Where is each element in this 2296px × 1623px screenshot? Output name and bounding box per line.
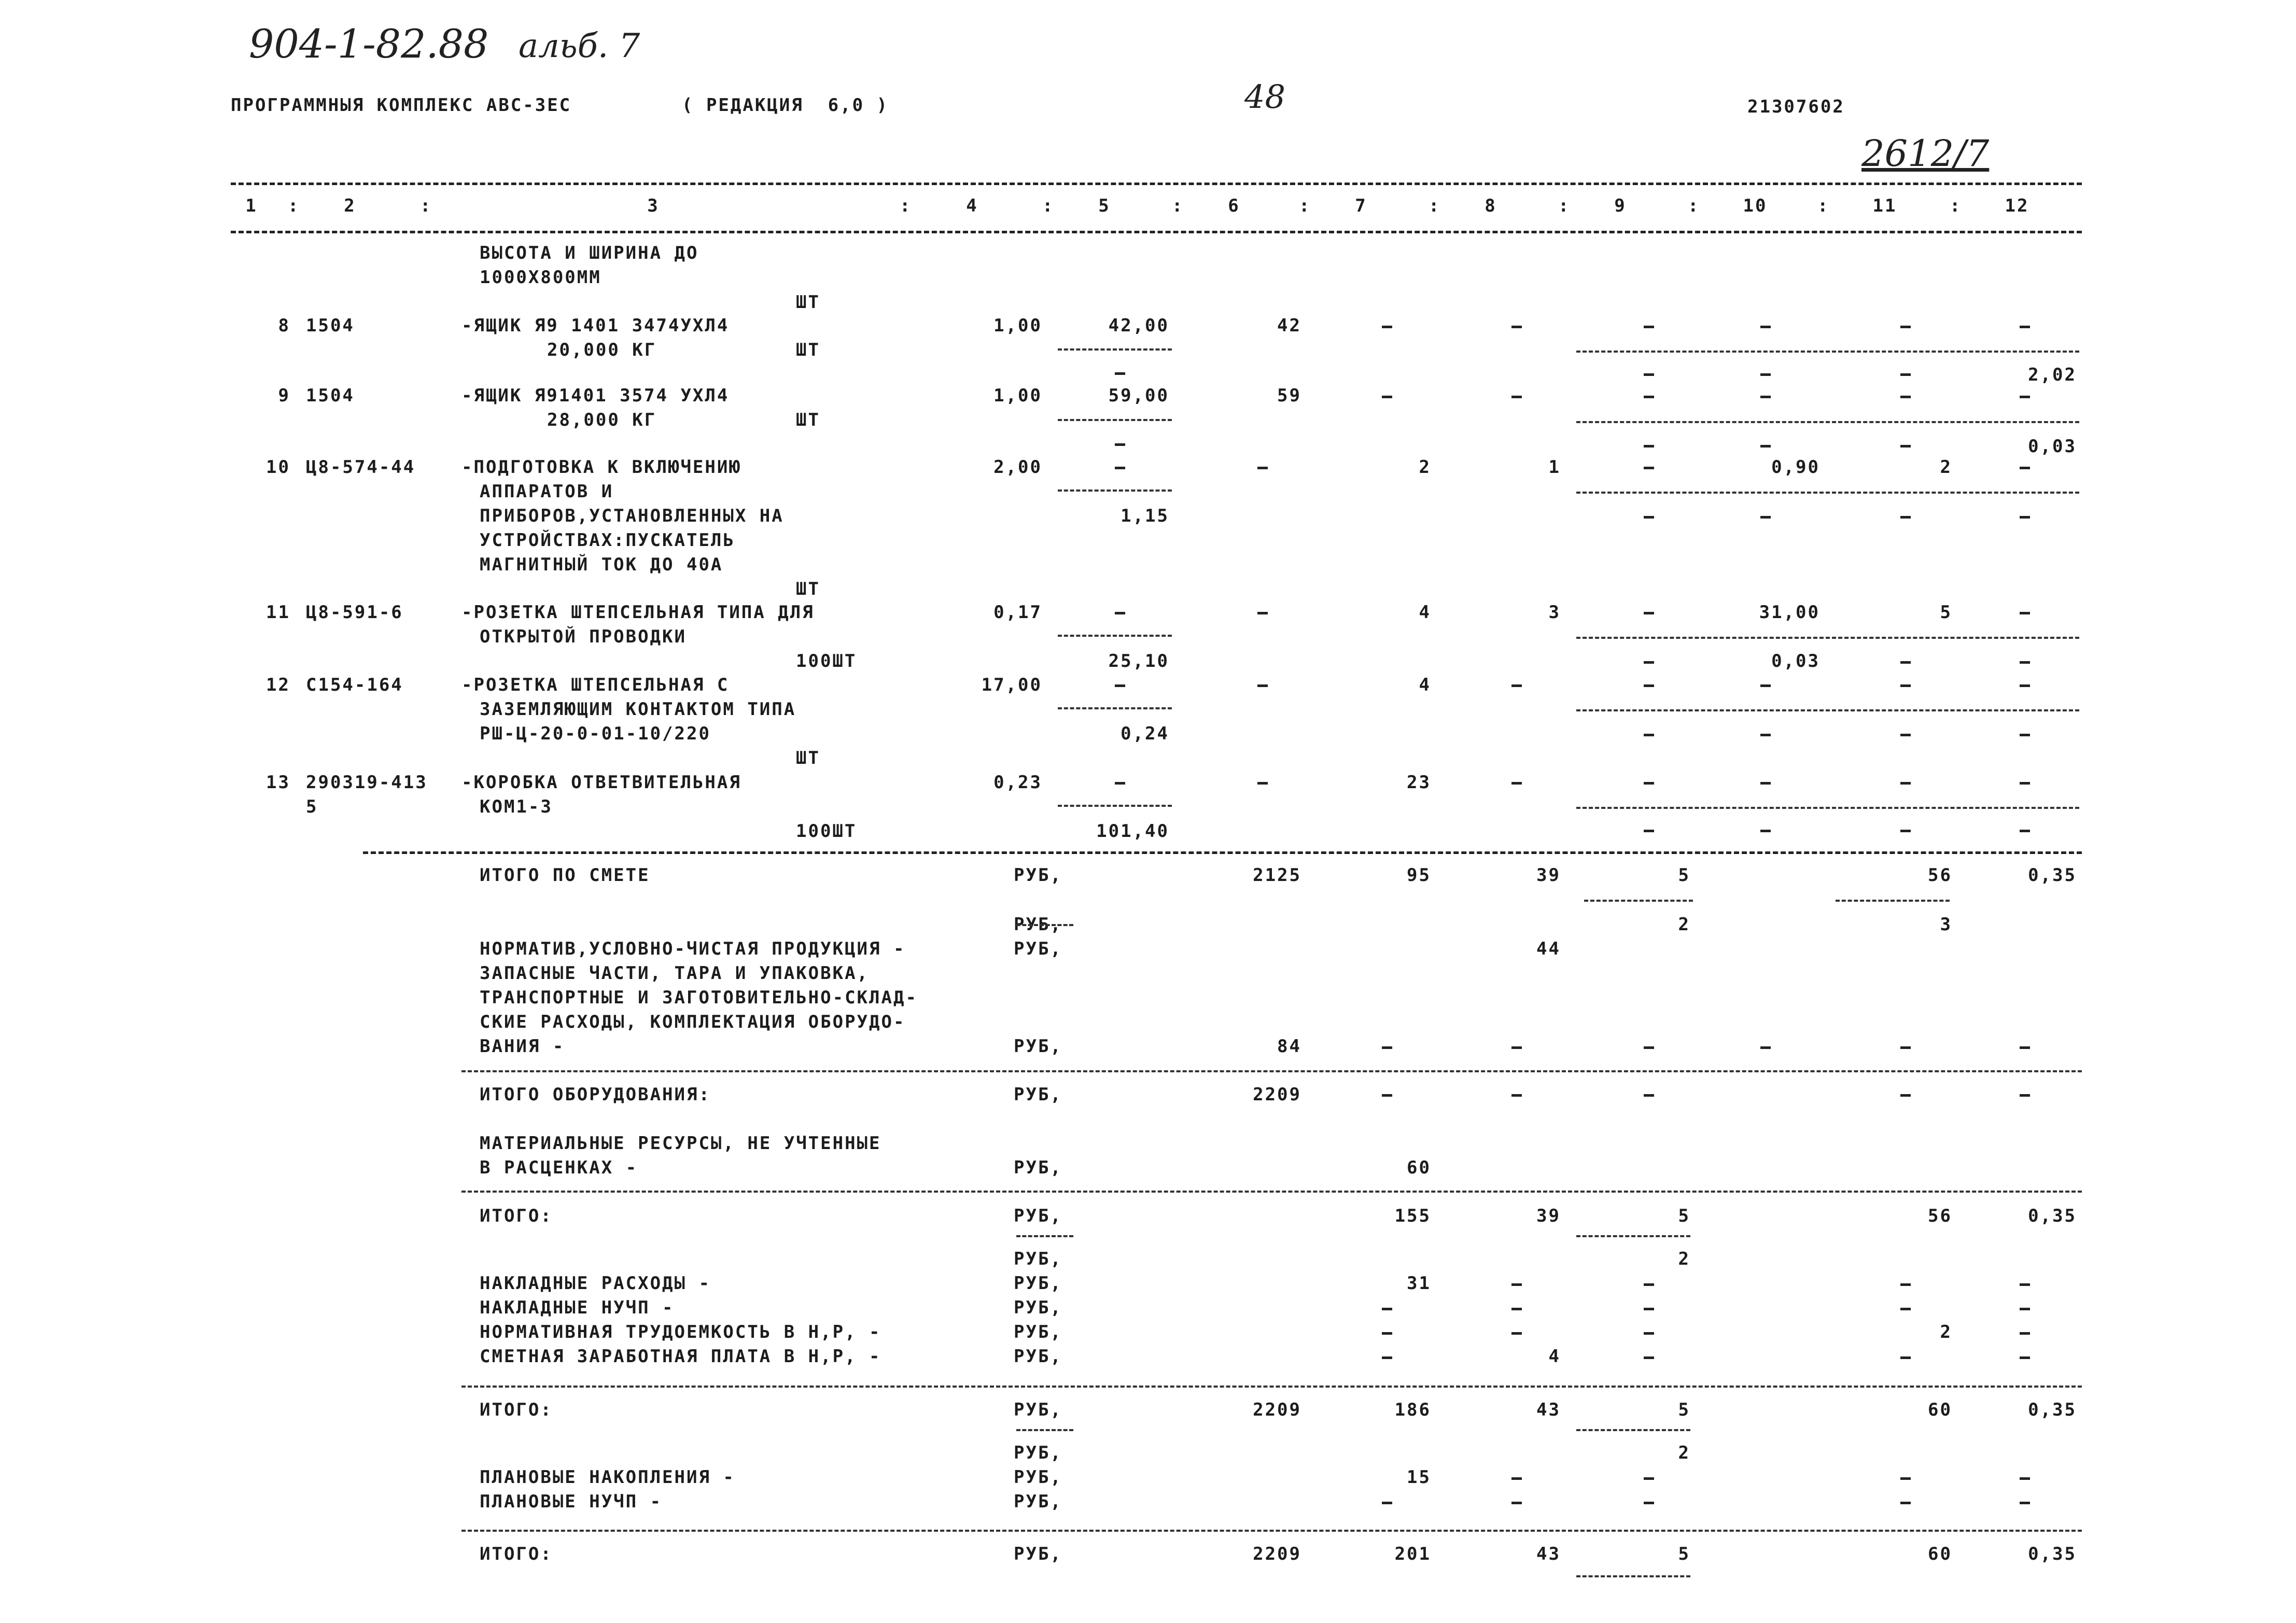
total-unit: РУБ, (1014, 1322, 1062, 1342)
col-8: 8 (1485, 195, 1497, 216)
cell-c9: 2 (1678, 1443, 1690, 1463)
col-sep: : (420, 195, 432, 216)
cell-c11: 2 (1940, 457, 1952, 478)
dash (1382, 1094, 1392, 1097)
section-rule (461, 1070, 2082, 1072)
dash (2020, 1356, 2030, 1359)
col-1: 1 (245, 195, 258, 216)
total-unit: РУБ, (1014, 1297, 1062, 1318)
col-sep: : (1429, 195, 1441, 216)
cell-c7: 23 (1407, 772, 1431, 793)
cell-underline (1016, 924, 1073, 926)
dash (1511, 396, 1522, 398)
dash (2020, 1308, 2030, 1310)
cell-c5: 0,24 (1121, 723, 1169, 744)
handwritten-page-number: 48 (1244, 78, 1285, 116)
row-number: 9 (278, 385, 290, 406)
col-5: 5 (1098, 195, 1111, 216)
row-text: УСТРОЙСТВАХ:ПУСКАТЕЛЬ (480, 530, 735, 551)
cell-c7: 4 (1419, 675, 1431, 695)
total-unit: РУБ, (1014, 865, 1062, 886)
dash (1644, 1477, 1654, 1480)
dash (1644, 684, 1654, 687)
total-unit: РУБ, (1014, 1084, 1062, 1105)
cell-underline (1576, 807, 2079, 809)
row-unit: ШТ (796, 340, 820, 360)
cell-underline (1576, 421, 2079, 423)
row-text: -КОРОБКА ОТВЕТВИТЕЛЬНАЯ (461, 772, 741, 793)
row-number: 13 (266, 772, 290, 793)
dash (1644, 1283, 1654, 1286)
row-text: ПРИБОРОВ,УСТАНОВЛЕННЫХ НА (480, 506, 784, 526)
total-label: ВАНИЯ - (480, 1036, 565, 1057)
dash (1760, 326, 1771, 328)
cell-c7: 31 (1407, 1273, 1431, 1294)
cell-c9: 5 (1678, 1206, 1690, 1226)
dash (1382, 1046, 1392, 1049)
cell-c5: 25,10 (1108, 651, 1169, 671)
dash (1257, 782, 1268, 785)
col-10: 10 (1743, 195, 1768, 216)
dash (1644, 326, 1654, 328)
dash (1760, 1046, 1771, 1049)
dash (1644, 1332, 1654, 1335)
cell-underline (1576, 351, 2079, 353)
total-unit: РУБ, (1014, 1036, 1062, 1057)
dash (1760, 396, 1771, 398)
dash (1900, 684, 1911, 687)
cell-underline (1016, 1429, 1073, 1431)
program-title: ПРОГРАММНЫЯ КОМПЛЕКС АВС-ЗЕС (231, 95, 572, 116)
total-label: НОРМАТИВ,УСЛОВНО-ЧИСТАЯ ПРОДУКЦИЯ - (480, 939, 906, 959)
dash (1900, 1046, 1911, 1049)
total-unit: РУБ, (1014, 914, 1062, 935)
row-text: -ЯЩИК Я91401 3574 УХЛ4 (461, 385, 730, 406)
handwritten-sheet-number: 2612/7 (1861, 132, 1990, 175)
dash (1644, 1046, 1654, 1049)
cell-underline (1058, 805, 1172, 807)
dash (1382, 326, 1392, 328)
row-unit: ШТ (796, 292, 820, 313)
total-unit: РУБ, (1014, 1544, 1062, 1564)
cell-c7: 201 (1394, 1544, 1431, 1564)
total-unit: РУБ, (1014, 1273, 1062, 1294)
row-unit: 100ШТ (796, 821, 857, 842)
dash (2020, 782, 2030, 785)
col-sep: : (1558, 195, 1571, 216)
cell-c12: 0,03 (2028, 436, 2077, 457)
cell-underline (1836, 900, 1950, 902)
row-text: МАГНИТНЫЙ ТОК ДО 40А (480, 554, 723, 575)
total-unit: РУБ, (1014, 1249, 1062, 1269)
col-6: 6 (1228, 195, 1240, 216)
cell-underline (1058, 707, 1172, 709)
dash (1644, 516, 1654, 519)
dash (1382, 1502, 1392, 1504)
header-bottom-rule (231, 231, 2082, 233)
row-text: АППАРАТОВ И (480, 481, 614, 502)
col-3: 3 (647, 195, 660, 216)
dash (1900, 1477, 1911, 1480)
col-12: 12 (2005, 195, 2029, 216)
cell-c8: 1 (1548, 457, 1561, 478)
cell-underline (1058, 419, 1172, 421)
dash (1900, 1094, 1911, 1097)
cell-c6: 59 (1277, 385, 1301, 406)
cell-c11: 60 (1928, 1544, 1952, 1564)
cell-c11: 3 (1940, 914, 1952, 935)
cell-c11: 60 (1928, 1400, 1952, 1420)
cell-c6: 2125 (1253, 865, 1301, 886)
row-text: ЗАЗЕМЛЯЮЩИМ КОНТАКТОМ ТИПА (480, 699, 796, 720)
cell-c8: 3 (1548, 602, 1561, 623)
dash (1644, 467, 1654, 469)
dash (2020, 661, 2030, 664)
cell-c12: 0,35 (2028, 1544, 2077, 1564)
cell-underline (1016, 1235, 1073, 1237)
dash (2020, 1283, 2030, 1286)
cell-c5: 42,00 (1108, 315, 1169, 336)
cell-underline (1576, 492, 2079, 494)
total-label: СКИЕ РАСХОДЫ, КОМПЛЕКТАЦИЯ ОБОРУДО- (480, 1012, 906, 1032)
total-unit: РУБ, (1014, 1491, 1062, 1512)
dash (1115, 684, 1125, 687)
dash (1115, 782, 1125, 785)
row-text: 1000Х800ММ (480, 267, 601, 288)
cell-c10: 0,90 (1771, 457, 1820, 478)
row-number: 11 (266, 602, 290, 623)
dash (2020, 1477, 2030, 1480)
dash (1900, 326, 1911, 328)
total-unit: РУБ, (1014, 1346, 1062, 1367)
total-label: ИТОГО ОБОРУДОВАНИЯ: (480, 1084, 711, 1105)
dash (1644, 396, 1654, 398)
col-sep: : (288, 195, 300, 216)
cell-c11: 2 (1940, 1322, 1952, 1342)
dash (2020, 684, 2030, 687)
col-sep: : (1817, 195, 1830, 216)
cell-underline (1058, 489, 1172, 492)
total-label: ИТОГО ПО СМЕТЕ (480, 865, 650, 886)
dash (1511, 1308, 1522, 1310)
dash (1511, 1094, 1522, 1097)
dash (1511, 684, 1522, 687)
total-label: ПЛАНОВЫЕ НАКОПЛЕНИЯ - (480, 1467, 735, 1488)
col-7: 7 (1355, 195, 1367, 216)
row-unit: ШТ (796, 579, 820, 599)
cell-c4: 0,17 (993, 602, 1042, 623)
dash (1382, 396, 1392, 398)
row-number: 8 (278, 315, 290, 336)
dash (1644, 1094, 1654, 1097)
dash (1644, 1356, 1654, 1359)
dash (1257, 612, 1268, 614)
total-label: МАТЕРИАЛЬНЫЕ РЕСУРСЫ, НЕ УЧТЕННЫЕ (480, 1133, 881, 1154)
row-code: 1504 (306, 315, 355, 336)
dash (2020, 734, 2030, 736)
cell-c4: 17,00 (981, 675, 1042, 695)
col-sep: : (1688, 195, 1700, 216)
cell-c7: 155 (1394, 1206, 1431, 1226)
cell-c5: 101,40 (1096, 821, 1169, 842)
dash (1511, 1283, 1522, 1286)
dash (1115, 372, 1125, 375)
dash (2020, 1046, 2030, 1049)
cell-c12: 0,35 (2028, 1400, 2077, 1420)
total-label: ПЛАНОВЫЕ НУЧП - (480, 1491, 663, 1512)
row-unit: ШТ (796, 410, 820, 430)
dash (2020, 612, 2030, 614)
row-text: 20,000 КГ (547, 340, 657, 360)
dash (1115, 443, 1125, 446)
cell-underline (1584, 900, 1693, 902)
cell-c12: 0,35 (2028, 1206, 2077, 1226)
total-label: ТРАНСПОРТНЫЕ И ЗАГОТОВИТЕЛЬНО-СКЛАД- (480, 987, 918, 1008)
cell-c10: 0,03 (1771, 651, 1820, 671)
cell-c11: 5 (1940, 602, 1952, 623)
dash (2020, 1094, 2030, 1097)
dash (1644, 661, 1654, 664)
dash (1511, 1332, 1522, 1335)
row-text: ОТКРЫТОЙ ПРОВОДКИ (480, 626, 687, 647)
cell-underline (1576, 1429, 1690, 1431)
row-text: 28,000 КГ (547, 410, 657, 430)
dash (1900, 1308, 1911, 1310)
section-rule (363, 851, 2082, 854)
cell-c7: 2 (1419, 457, 1431, 478)
cell-c5: 1,15 (1121, 506, 1169, 526)
col-sep: : (1172, 195, 1184, 216)
cell-c8: 4 (1548, 1346, 1561, 1367)
cell-c6: 2209 (1253, 1400, 1301, 1420)
total-unit: РУБ, (1014, 939, 1062, 959)
total-label: НАКЛАДНЫЕ РАСХОДЫ - (480, 1273, 711, 1294)
dash (1644, 1502, 1654, 1504)
total-label: СМЕТНАЯ ЗАРАБОТНАЯ ПЛАТА В Н,Р, - (480, 1346, 881, 1367)
dash (2020, 326, 2030, 328)
dash (1760, 782, 1771, 785)
cell-c4: 0,23 (993, 772, 1042, 793)
cell-c7: 60 (1407, 1157, 1431, 1178)
row-text: -ПОДГОТОВКА К ВКЛЮЧЕНИЮ (461, 457, 741, 478)
cell-underline (1576, 637, 2079, 639)
cell-c10: 31,00 (1759, 602, 1820, 623)
cell-c7: 15 (1407, 1467, 1431, 1488)
total-unit: РУБ, (1014, 1443, 1062, 1463)
dash (1760, 516, 1771, 519)
dash (1900, 396, 1911, 398)
dash (1760, 373, 1771, 376)
cell-c5: 59,00 (1108, 385, 1169, 406)
dash (1511, 1046, 1522, 1049)
dash (1644, 612, 1654, 614)
col-sep: : (1299, 195, 1311, 216)
dash (1644, 445, 1654, 447)
total-label: ЗАПАСНЫЕ ЧАСТИ, ТАРА И УПАКОВКА, (480, 963, 870, 984)
dash (1900, 516, 1911, 519)
cell-c6: 2209 (1253, 1084, 1301, 1105)
dash (1644, 373, 1654, 376)
row-number: 10 (266, 457, 290, 478)
dash (1900, 445, 1911, 447)
dash (1900, 734, 1911, 736)
dash (1760, 830, 1771, 832)
row-code: 5 (306, 796, 318, 817)
edition: ( РЕДАКЦИЯ 6,0 ) (682, 95, 889, 116)
header-top-rule (231, 183, 2082, 185)
cell-c4: 1,00 (993, 385, 1042, 406)
col-sep: : (1042, 195, 1055, 216)
total-label: ИТОГО: (480, 1544, 553, 1564)
col-9: 9 (1614, 195, 1627, 216)
dash (1511, 1477, 1522, 1480)
cell-c8: 43 (1536, 1400, 1561, 1420)
dash (1511, 782, 1522, 785)
cell-c6: 84 (1277, 1036, 1301, 1057)
total-unit: РУБ, (1014, 1206, 1062, 1226)
dash (1900, 1356, 1911, 1359)
dash (1900, 661, 1911, 664)
row-code: С154-164 (306, 675, 403, 695)
cell-c9: 2 (1678, 914, 1690, 935)
row-text: КОМ1-3 (480, 796, 553, 817)
cell-c7: 95 (1407, 865, 1431, 886)
dash (2020, 830, 2030, 832)
dash (2020, 1502, 2030, 1504)
cell-c12: 2,02 (2028, 365, 2077, 385)
cell-c9: 2 (1678, 1249, 1690, 1269)
total-unit: РУБ, (1014, 1400, 1062, 1420)
dash (1900, 1283, 1911, 1286)
cell-c6: 2209 (1253, 1544, 1301, 1564)
dash (2020, 1332, 2030, 1335)
cell-c6: 42 (1277, 315, 1301, 336)
total-unit: РУБ, (1014, 1467, 1062, 1488)
row-unit: 100ШТ (796, 651, 857, 671)
cell-underline (1576, 1575, 1690, 1577)
cell-c4: 1,00 (993, 315, 1042, 336)
total-label: НОРМАТИВНАЯ ТРУДОЕМКОСТЬ В Н,Р, - (480, 1322, 881, 1342)
dash (1644, 782, 1654, 785)
row-text: ВЫСОТА И ШИРИНА ДО (480, 243, 699, 263)
dash (2020, 467, 2030, 469)
dash (1382, 1332, 1392, 1335)
handwritten-album: альб. 7 (519, 27, 640, 65)
document-code: 21307602 (1747, 96, 1845, 117)
cell-underline (1058, 348, 1172, 351)
dash (1257, 467, 1268, 469)
dash (1900, 373, 1911, 376)
col-11: 11 (1872, 195, 1897, 216)
total-label: НАКЛАДНЫЕ НУЧП - (480, 1297, 675, 1318)
cell-c9: 5 (1678, 1544, 1690, 1564)
total-label: ИТОГО: (480, 1400, 553, 1420)
dash (1760, 734, 1771, 736)
total-unit: РУБ, (1014, 1157, 1062, 1178)
cell-c8: 39 (1536, 865, 1561, 886)
row-text: -ЯЩИК Я9 1401 3474УХЛ4 (461, 315, 730, 336)
row-code: Ц8-591-6 (306, 602, 403, 623)
col-sep: : (900, 195, 912, 216)
row-code: 290319-413 (306, 772, 428, 793)
dash (1644, 734, 1654, 736)
handwritten-doc-code: 904-1-82.88 (249, 21, 489, 67)
cell-c8: 39 (1536, 1206, 1561, 1226)
cell-underline (1058, 635, 1172, 637)
row-text: -РОЗЕТКА ШТЕПСЕЛЬНАЯ С (461, 675, 730, 695)
total-label: В РАСЦЕНКАХ - (480, 1157, 638, 1178)
dash (1257, 684, 1268, 687)
cell-c7: 4 (1419, 602, 1431, 623)
dash (1644, 1308, 1654, 1310)
dash (1511, 1502, 1522, 1504)
dash (1760, 684, 1771, 687)
cell-underline (1576, 709, 2079, 711)
total-label: ИТОГО: (480, 1206, 553, 1226)
dash (1382, 1356, 1392, 1359)
cell-c11: 56 (1928, 865, 1952, 886)
col-4: 4 (966, 195, 978, 216)
row-code: Ц8-574-44 (306, 457, 416, 478)
dash (2020, 516, 2030, 519)
cell-c12: 0,35 (2028, 865, 2077, 886)
row-code: 1504 (306, 385, 355, 406)
dash (1644, 830, 1654, 832)
section-rule (461, 1191, 2082, 1193)
cell-c7: 186 (1394, 1400, 1431, 1420)
row-text: РШ-Ц-20-0-01-10/220 (480, 723, 711, 744)
section-rule (461, 1530, 2082, 1532)
cell-c8: 44 (1536, 939, 1561, 959)
cell-c4: 2,00 (993, 457, 1042, 478)
dash (1900, 782, 1911, 785)
col-2: 2 (344, 195, 356, 216)
dash (2020, 396, 2030, 398)
row-unit: ШТ (796, 748, 820, 768)
dash (1382, 1308, 1392, 1310)
row-text: -РОЗЕТКА ШТЕПСЕЛЬНАЯ ТИПА ДЛЯ (461, 602, 815, 623)
dash (1115, 612, 1125, 614)
row-number: 12 (266, 675, 290, 695)
dash (1760, 445, 1771, 447)
col-sep: : (1950, 195, 1962, 216)
cell-c8: 43 (1536, 1544, 1561, 1564)
cell-c9: 5 (1678, 865, 1690, 886)
cell-c9: 5 (1678, 1400, 1690, 1420)
cell-underline (1576, 1235, 1690, 1237)
dash (1900, 830, 1911, 832)
dash (1115, 467, 1125, 469)
dash (1511, 326, 1522, 328)
section-rule (461, 1386, 2082, 1388)
dash (1900, 1502, 1911, 1504)
cell-c11: 56 (1928, 1206, 1952, 1226)
